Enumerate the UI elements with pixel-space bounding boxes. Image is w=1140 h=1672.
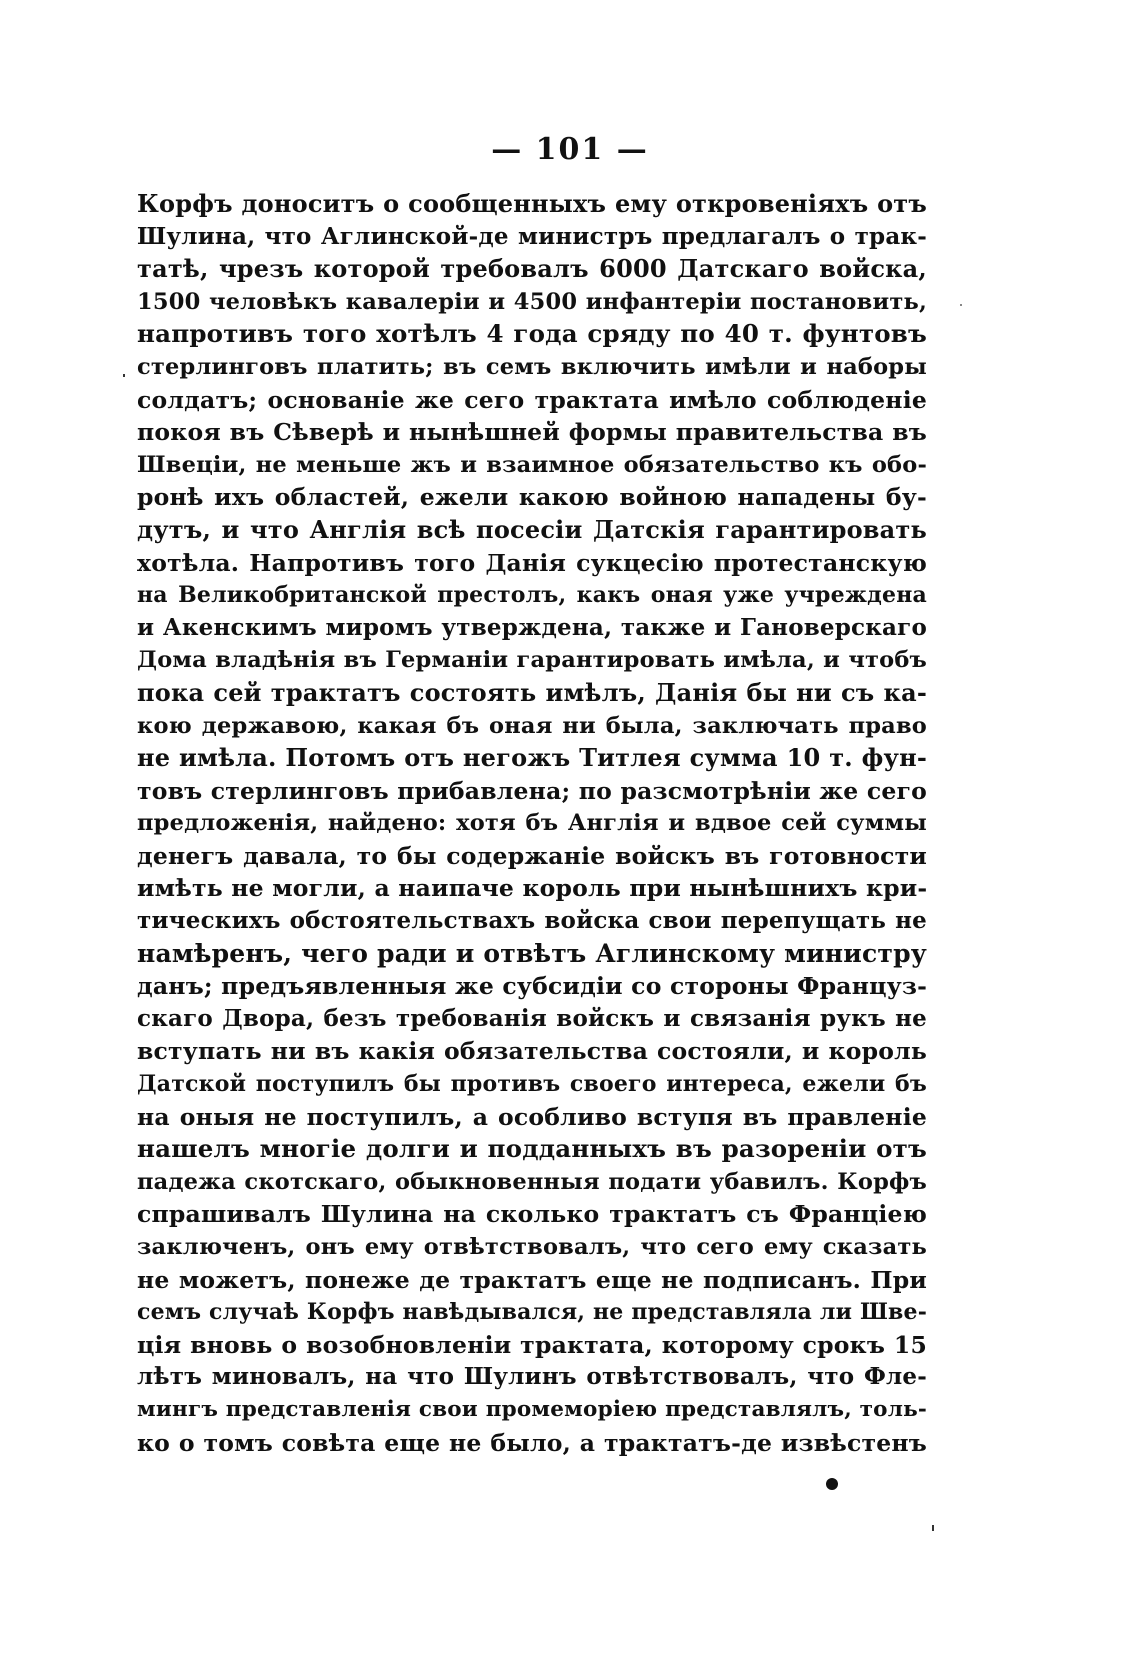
text-line: не имѣла. Потомъ отъ негожъ Титлея сумма 10 т. фун- [137,743,927,773]
text-line: лѣтъ миновалъ, на что Шулинъ отвѣтствовалъ, что Фле- [137,1363,927,1391]
page-number: — 101 — [491,132,649,167]
text-line: тическихъ обстоятельствахъ войска свои перепущать не [137,907,927,935]
body-text [137,188,927,1459]
text-line: ко о томъ совѣта еще не было, а трактатъ-де извѣстенъ [137,1428,927,1457]
text-line: данъ; предъявленныя же субсидіи со стороны Француз- [137,972,928,1001]
ink-dot-mark [826,1478,838,1490]
text-line: намѣренъ, чего ради и отвѣтъ Аглинскому министру [137,938,927,968]
text-line: падежа скотскаго, обыкновенныя подати убавилъ. Корфъ [137,1168,927,1195]
text-line: нашелъ многіе долги и подданныхъ въ разореніи отъ [137,1134,927,1164]
text-line: вступать ни въ какія обязательства состояли, и король [137,1037,927,1066]
text-line: 1500 человѣкъ кавалеріи и 4500 инфантеріи постановить, [137,288,927,315]
text-line: стерлинговъ платить; въ семъ включить имѣли и наборы [137,353,927,380]
ink-speck [960,304,962,306]
text-line: дутъ, и что Англія всѣ посесіи Датскія гарантировать [137,514,927,544]
text-line: Шулина, что Аглинской-де министръ предлагалъ о трак- [137,222,927,250]
text-line: товъ стерлинговъ прибавлена; по разсмотрѣніи же сего [137,776,927,805]
text-line: ція вновь о возобновленіи трактата, которому срокъ 15 [137,1330,927,1359]
text-line: покоя въ Сѣверѣ и нынѣшней формы правительства въ [137,418,927,447]
text-line: скаго Двора, безъ требованія войскъ и связанія рукъ не [137,1004,927,1032]
text-line: пока сей трактатъ состоять имѣлъ, Данія бы ни съ ка- [137,677,927,707]
text-line: Датской поступилъ бы противъ своего интереса, ежели бъ [137,1071,927,1098]
text-line: на оныя не поступилъ, а особливо вступя въ правленіе [137,1102,927,1131]
text-line: мингъ представленія свои промеморіею представлялъ, толь- [137,1396,927,1422]
text-line: имѣть не могли, а наипаче король при нынѣшнихъ кри- [137,874,928,903]
text-line: Дома владѣнія въ Германіи гарантировать имѣла, и чтобъ [137,647,927,674]
text-line: спрашивалъ Шулина на сколько трактатъ съ Франціею [137,1200,927,1229]
text-line: напротивъ того хотѣлъ 4 года сряду по 40 т. фунтовъ [137,319,927,349]
ink-speck [932,1525,934,1531]
text-line: татѣ, чрезъ которой требовалъ 6000 Датскаго войска, [137,254,927,284]
ink-speck [123,374,125,377]
text-line: денегъ давала, то бы содержаніе войскъ въ готовности [137,841,927,870]
text-line: ронѣ ихъ областей, ежели какою войною нападены бу- [137,483,927,512]
text-line: кою державою, какая бъ оная ни была, заключать право [137,712,927,739]
text-line: предложенія, найдено: хотя бъ Англія и вдвое сей суммы [137,810,927,837]
text-line: не можетъ, понеже де трактатъ еще не подписанъ. При [137,1265,927,1294]
text-line: хотѣла. Напротивъ того Данія сукцесію протестанскую [137,548,927,577]
text-line: на Великобританской престолъ, какъ оная уже учреждена [137,582,927,609]
text-line: солдатъ; основаніе же сего трактата имѣло соблюденіе [137,385,927,414]
text-line: заключенъ, онъ ему отвѣтствовалъ, что сего ему сказать [137,1234,927,1260]
text-line: Корфъ доноситъ о сообщенныхъ ему откровеніяхъ отъ [137,189,927,218]
text-line: и Акенскимъ миромъ утверждена, также и Гановерскаго [137,613,927,641]
text-line: Швеціи, не меньше жъ и взаимное обязательство къ обо- [137,451,927,478]
text-line: семъ случаѣ Корфъ навѣдывался, не представляла ли Шве- [137,1299,928,1326]
